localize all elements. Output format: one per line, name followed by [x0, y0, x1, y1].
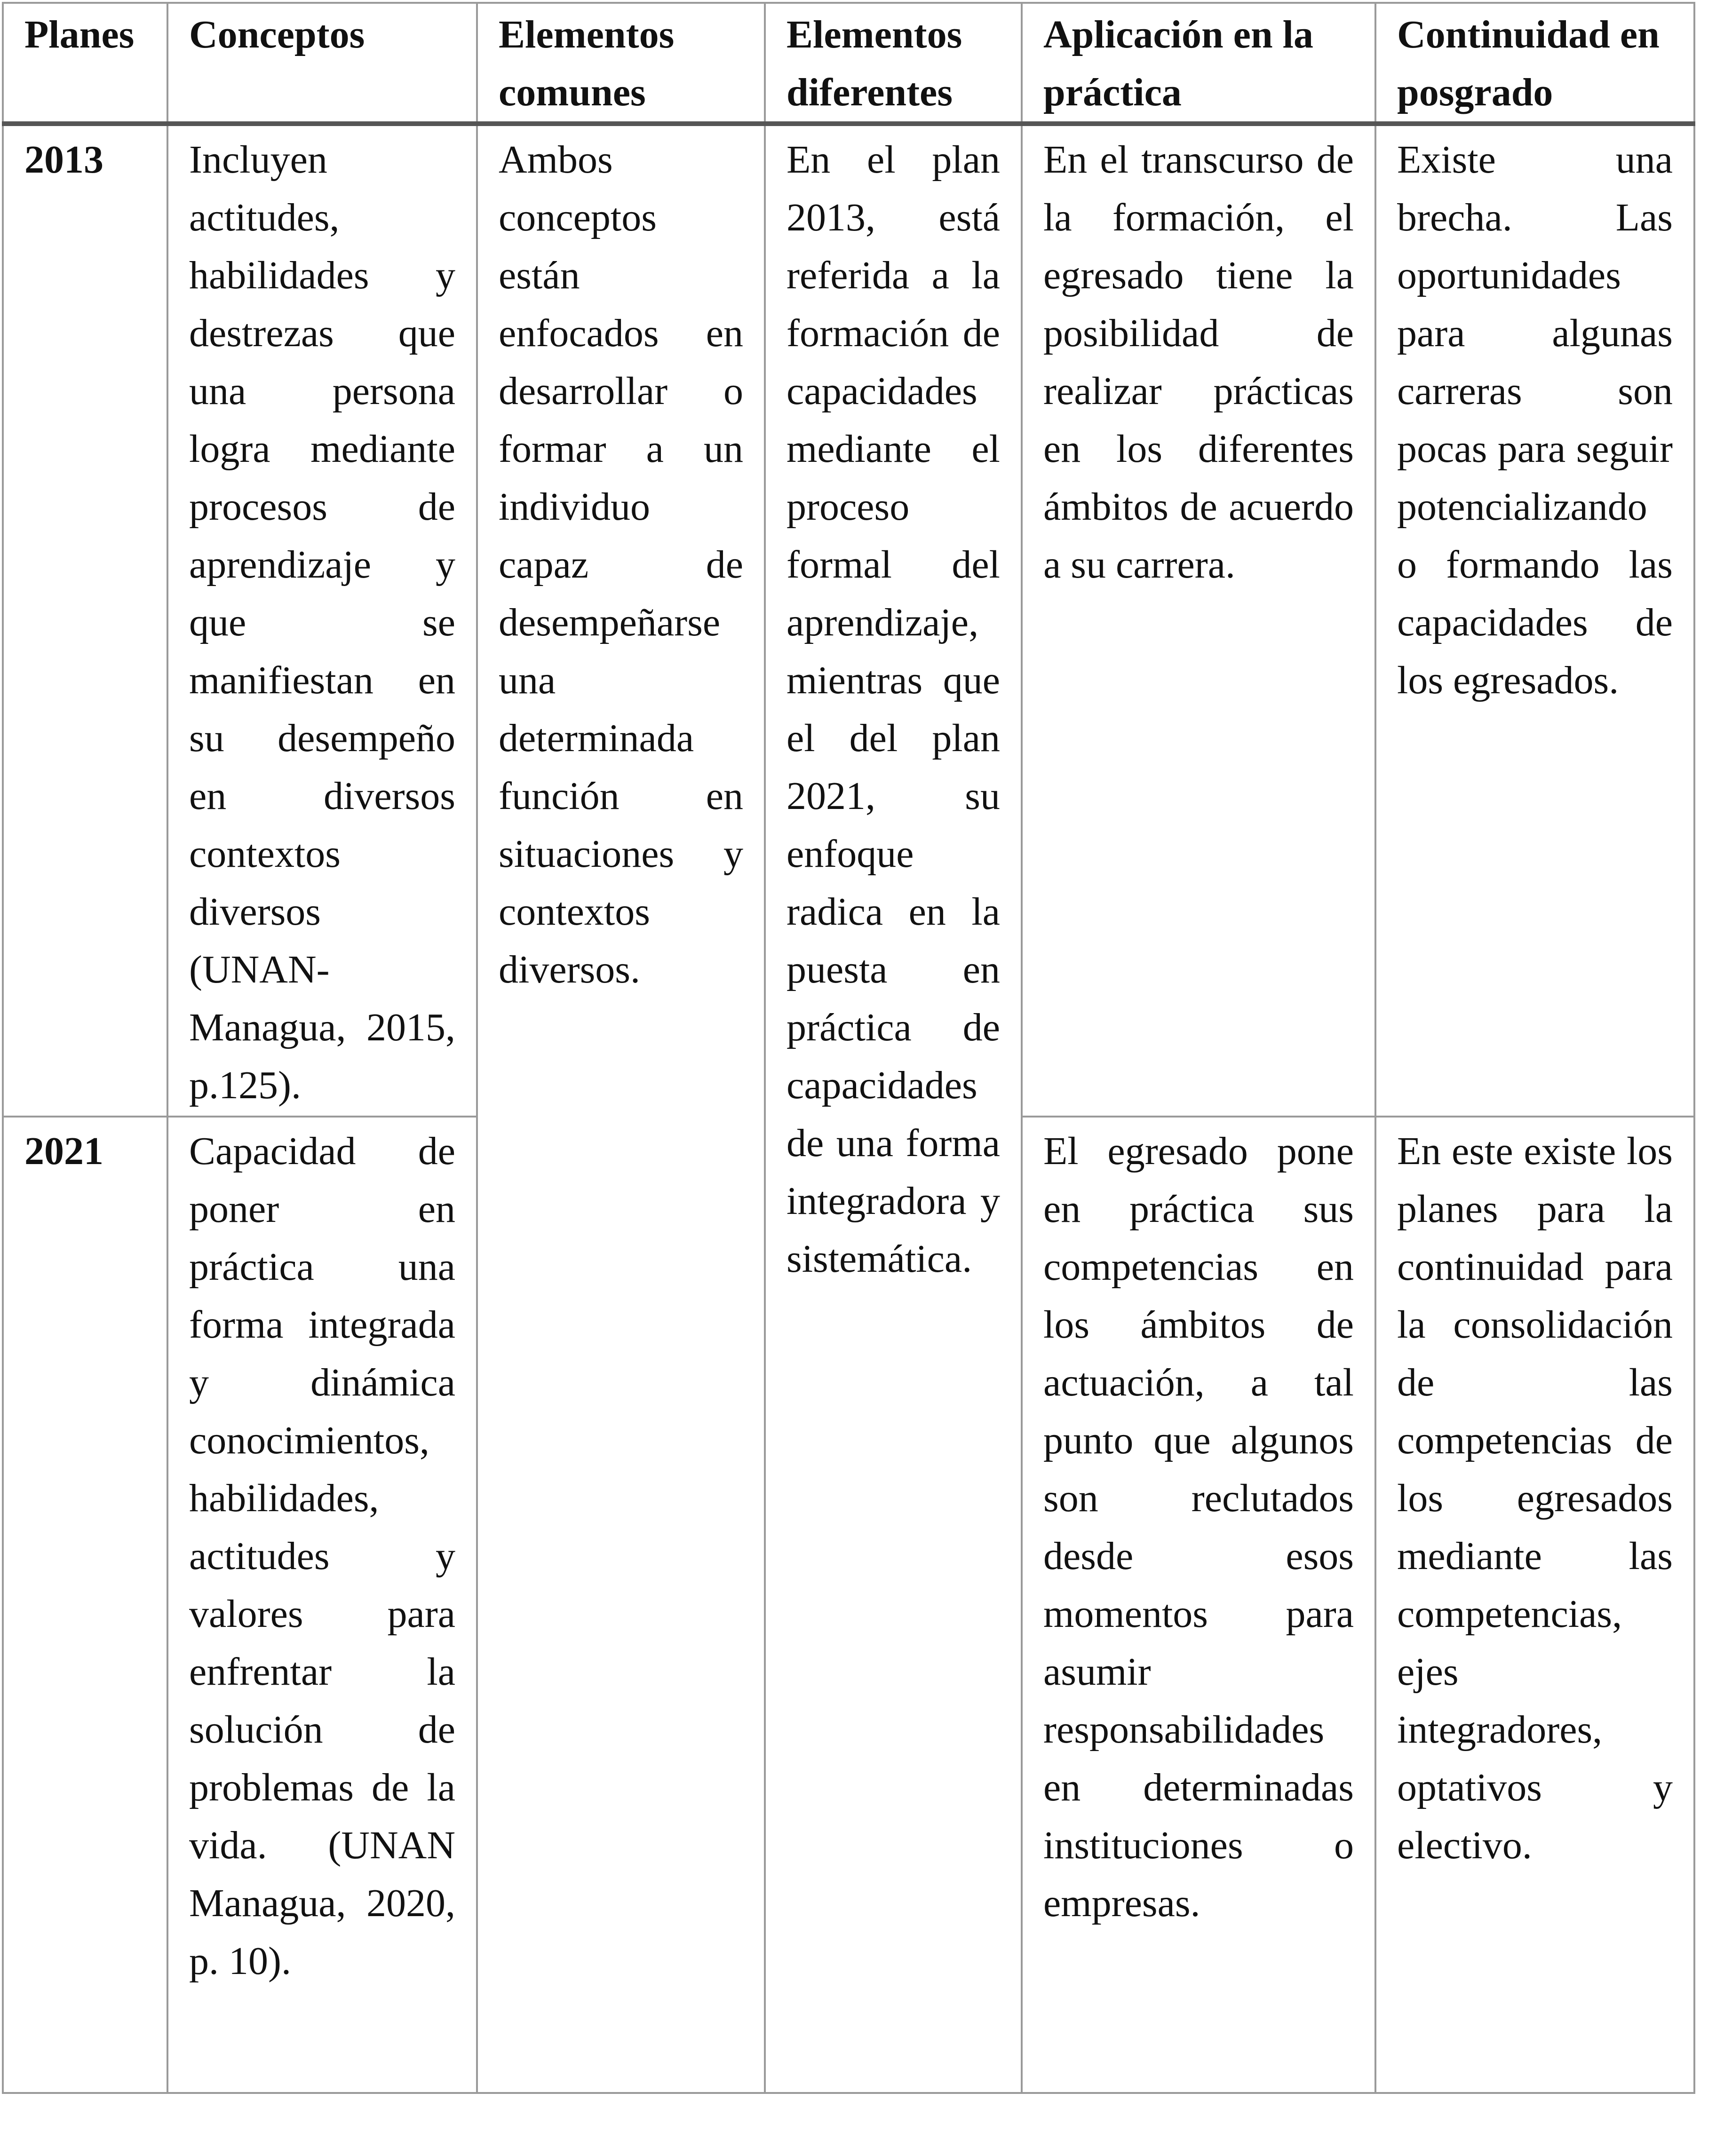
plan-year-cell: 2021: [3, 1117, 167, 2093]
comparison-table: [2, 2, 1695, 2094]
header-conceptos: Conceptos: [167, 3, 477, 124]
aplicacion-cell: En el transcurso de la formación, el egresado tiene la posibilidad de realizar prácticas en los diferentes ámbitos de acuerdo a su carrera.: [1022, 124, 1375, 1117]
aplicacion-cell: El egresado pone en práctica sus competencias en los ámbitos de actuación, a tal punto que algunos son reclutados desde esos momentos para asumir responsabilidades en determinadas instituciones o empresas.: [1022, 1117, 1375, 2093]
concepto-cell: Capacidad de poner en práctica una forma integrada y dinámica conocimientos, habilidades, actitudes y valores para enfrentar la solución de problemas de la vida. (UNAN Managua, 2020, p. 10).: [167, 1117, 477, 2093]
header-aplicacion: Aplicación en la práctica: [1022, 3, 1375, 124]
concepto-cell: Incluyen actitudes, habilidades y destrezas que una persona logra mediante procesos de aprendizaje y que se manifiestan en su desempeño en diversos contextos diversos (UNAN-Managua, 2015, p.125).: [167, 124, 477, 1117]
elementos-diferentes-cell: En el plan 2013, está referida a la formación de capacidades mediante el proceso formal del aprendizaje, mientras que el del plan 2021, su enfoque radica en la puesta en práctica de capacidades de una forma integradora y sistemática.: [765, 124, 1022, 2093]
header-elementos-diferentes: Elementos diferentes: [765, 3, 1022, 124]
header-planes: Planes: [3, 3, 167, 124]
plan-year-cell: 2013: [3, 124, 167, 1117]
header-elementos-comunes: Elementos comunes: [477, 3, 765, 124]
table-row: [3, 124, 1694, 1117]
continuidad-cell: Existe una brecha. Las oportunidades para algunas carreras son pocas para seguir potencializando o formando las capacidades de los egresados.: [1375, 124, 1694, 1117]
header-continuidad: Continuidad en posgrado: [1375, 3, 1694, 124]
elementos-comunes-cell: Ambos conceptos están enfocados en desarrollar o formar a un individuo capaz de desempeñarse una determinada función en situaciones y contextos diversos.: [477, 124, 765, 2093]
continuidad-cell: En este existe los planes para la continuidad para la consolidación de las competencias de los egresados mediante las competencias, ejes integradores, optativos y electivo.: [1375, 1117, 1694, 2093]
header-row: [3, 3, 1694, 124]
